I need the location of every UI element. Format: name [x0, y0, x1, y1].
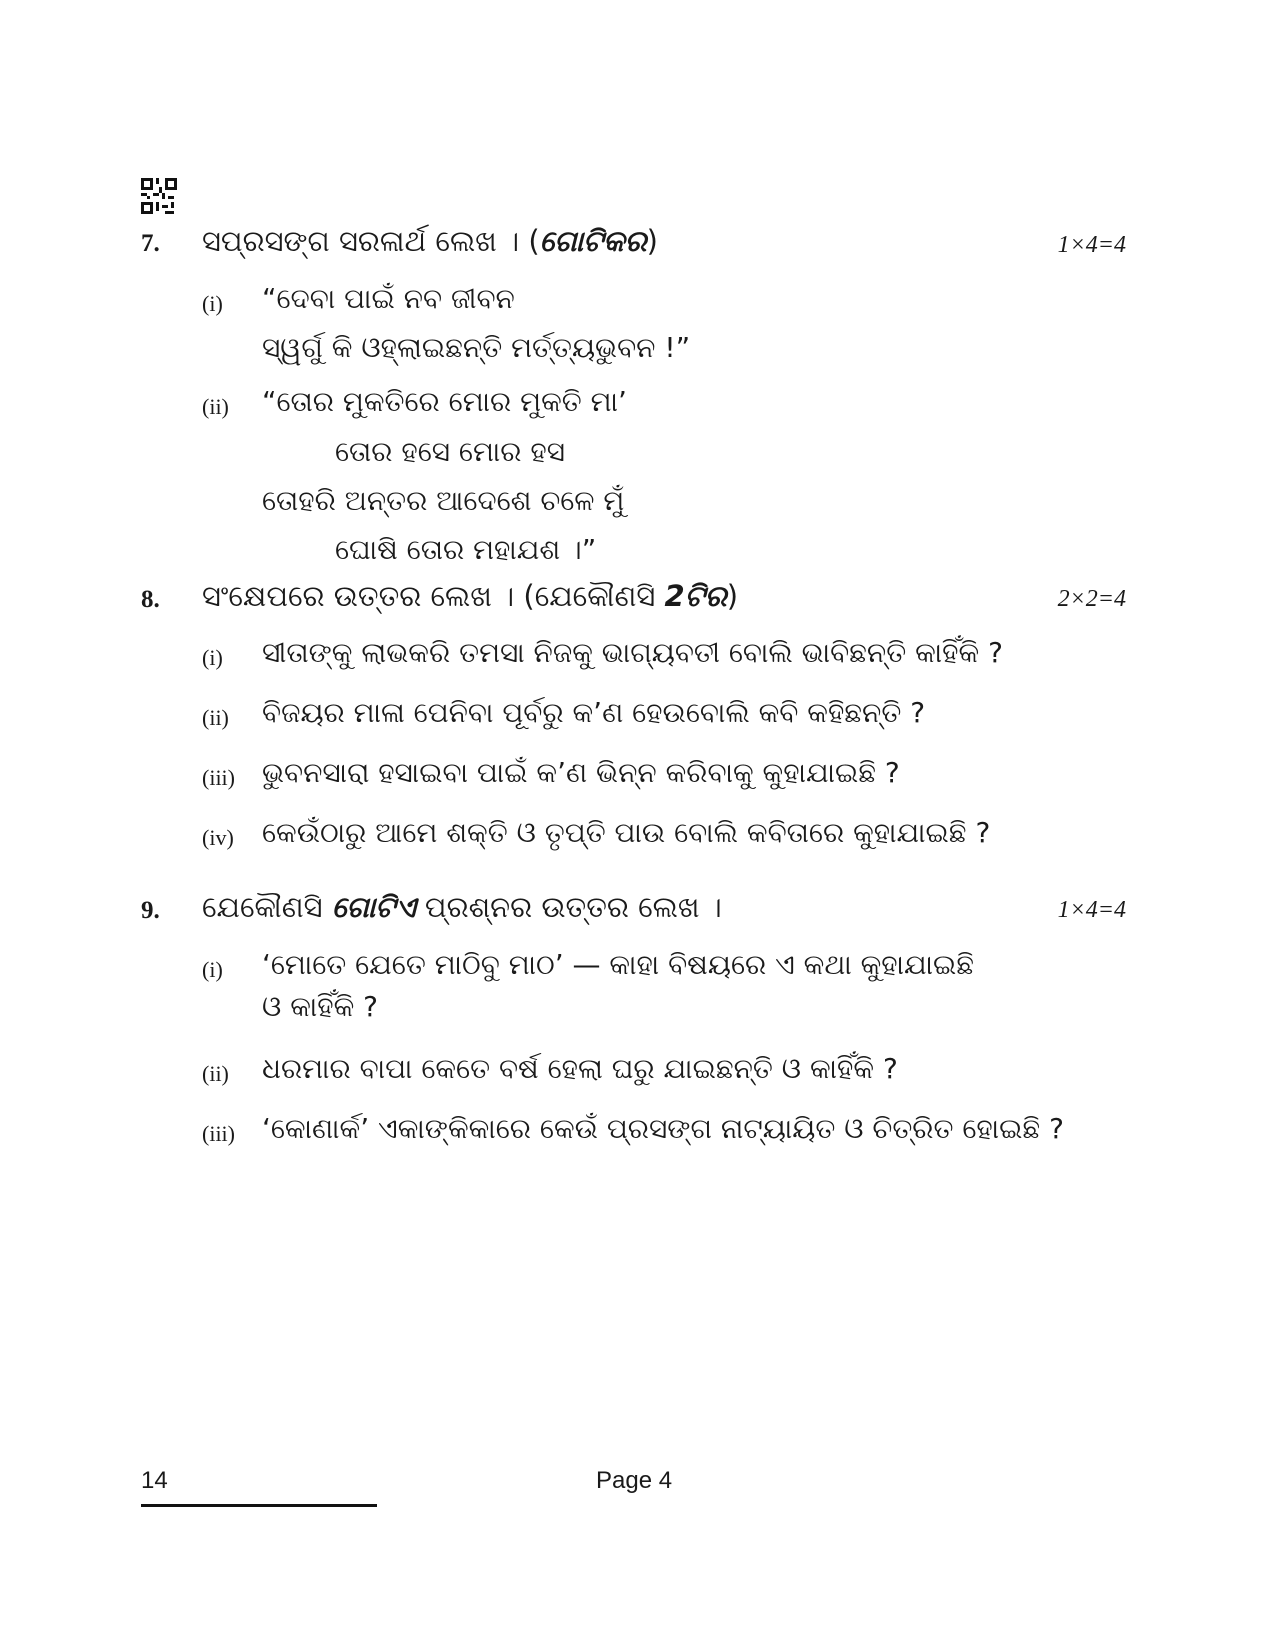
sub-label: (ii) — [202, 705, 229, 730]
question-text: ଧରମାର ବାପା କେତେ ବର୍ଷ ହେଲା ଘରୁ ଯାଇଛନ୍ତି ଓ କାହିଁକି ? — [262, 1052, 898, 1085]
footer-rule — [141, 1504, 377, 1507]
sub-label: (iii) — [202, 1121, 235, 1146]
verse-line: ସ୍ୱର୍ଗୁ କି ଓହ୍ଲାଇଛନ୍ତି ମର୍ତ୍ତ୍ୟଭୁବନ !” — [262, 331, 691, 364]
emphasis: ଗୋଟିଏ — [331, 890, 416, 924]
question-text: ବିଜୟର ମାଳା ପେନିବା ପୂର୍ବରୁ କ’ଣ ହେଉବୋଲି କବି କହିଛନ୍ତି ? — [262, 696, 926, 729]
marks-label: 1×4=4 — [1057, 232, 1126, 258]
question-prompt: ସପ୍ରସଙ୍ଗ ସରଳାର୍ଥ ଲେଖ । (ଗୋଟିକର) — [202, 224, 658, 258]
question-text: ସୀତାଙ୍କୁ ଲାଭକରି ତମସା ନିଜକୁ ଭାଗ୍ୟବତୀ ବୋଲି ଭାବିଛନ୍ତି କାହିଁକି ? — [262, 636, 1003, 669]
question-text: କେଉଁଠାରୁ ଆମେ ଶକ୍ତି ଓ ତୃପ୍ତି ପାଉ ବୋଲି କବିତାରେ କୁହାଯାଇଛି ? — [262, 816, 991, 849]
sub-label: (i) — [202, 957, 223, 982]
sub-label: (i) — [202, 645, 223, 670]
question-prompt: ସଂକ୍ଷେପରେ ଉତ୍ତର ଲେଖ । (ଯେକୌଣସି 2ଟିର) — [202, 579, 739, 613]
marks-label: 1×4=4 — [1057, 897, 1126, 923]
verse-line: ତୋହରି ଅନ୍ତର ଆଦେଶେ ଚଳେ ମୁଁ — [262, 484, 625, 517]
verse-line: ତୋର ହସେ ମୋର ହସ — [335, 435, 565, 468]
sub-label: (ii) — [202, 394, 229, 419]
emphasis: ଗୋଟିକର — [539, 224, 647, 258]
question-prompt: ଯେକୌଣସି ଗୋଟିଏ ପ୍ରଶ୍ନର ଉତ୍ତର ଲେଖ । — [202, 890, 722, 924]
question-text: ଓ କାହିଁକି ? — [262, 990, 379, 1023]
page-code: 14 — [141, 1467, 168, 1494]
question-number: 9. — [141, 897, 160, 924]
page-number: Page 4 — [596, 1467, 673, 1494]
verse-line: “ଦେବା ପାଇଁ ନବ ଜୀବନ — [262, 282, 515, 315]
verse-line: ଘୋଷି ତୋର ମହାଯଶ ।” — [335, 533, 597, 566]
question-text: ‘କୋଣାର୍କ’ ଏକାଙ୍କିକାରେ କେଉଁ ପ୍ରସଙ୍ଗ ନାଟ୍ୟାୟିତ ଓ ଚିତ୍ରିତ ହୋଇଛି ? — [262, 1112, 1064, 1145]
verse-line: “ତୋର ମୁକତିରେ ମୋର ମୁକତି ମା’ — [262, 385, 627, 418]
question-text: ଭୁବନସାରା ହସାଇବା ପାଇଁ କ’ଣ ଭିନ୍ନ କରିବାକୁ କୁହାଯାଇଛି ? — [262, 756, 900, 789]
qr-code-icon — [141, 178, 177, 214]
question-number: 8. — [141, 586, 160, 613]
sub-label: (iii) — [202, 765, 235, 790]
sub-label: (iv) — [202, 825, 234, 850]
sub-label: (ii) — [202, 1061, 229, 1086]
emphasis: 2ଟିର — [664, 579, 727, 613]
question-text: ‘ମୋତେ ଯେତେ ମାଠିବୁ ମାଠ’ — କାହା ବିଷୟରେ ଏ କଥା କୁହାଯାଇଛି — [262, 948, 975, 981]
sub-label: (i) — [202, 291, 223, 316]
question-number: 7. — [141, 230, 160, 257]
marks-label: 2×2=4 — [1057, 586, 1126, 612]
